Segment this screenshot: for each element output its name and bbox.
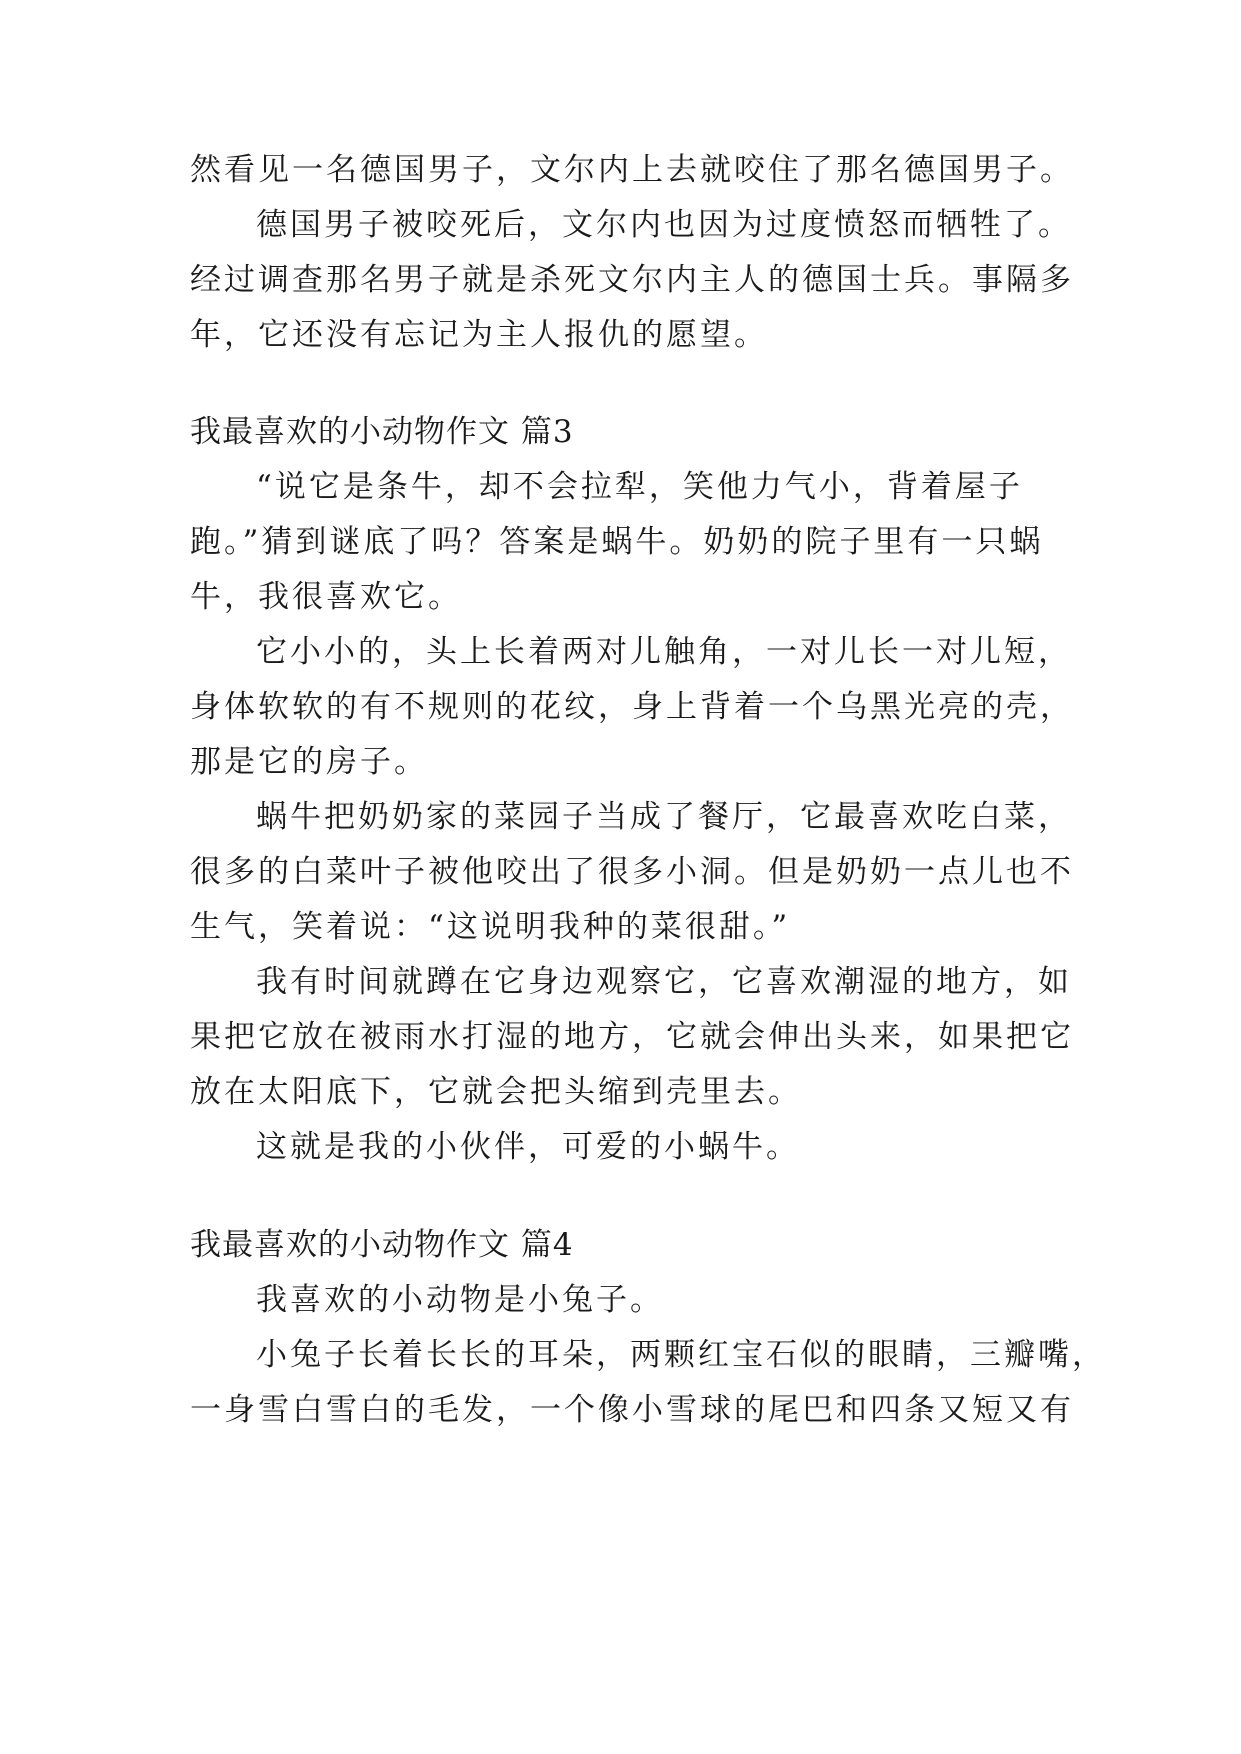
- section-heading: 我最喜欢的小动物作文 篇3: [190, 414, 574, 450]
- paragraph-line: 牛，我很喜欢它。: [190, 579, 462, 615]
- paragraph-line: 跑。”猜到谜底了吗？答案是蜗牛。奶奶的院子里有一只蜗: [190, 524, 1044, 560]
- paragraph-line: 一身雪白雪白的毛发，一个像小雪球的尾巴和四条又短又有: [190, 1392, 1074, 1428]
- paragraph-line: 我有时间就蹲在它身边观察它，它喜欢潮湿的地方，如: [256, 964, 1072, 1000]
- paragraph-line: 很多的白菜叶子被他咬出了很多小洞。但是奶奶一点儿也不: [190, 854, 1074, 890]
- paragraph-line: 这就是我的小伙伴，可爱的小蜗牛。: [256, 1129, 800, 1165]
- paragraph-line: 德国男子被咬死后，文尔内也因为过度愤怒而牺牲了。: [256, 207, 1072, 243]
- paragraph-line: 那是它的房子。: [190, 744, 428, 780]
- paragraph-line: “说它是条牛，却不会拉犁，笑他力气小，背着屋子: [256, 469, 1023, 505]
- document-page: [190, 0, 1106, 1754]
- paragraph-line: 身体软软的有不规则的花纹，身上背着一个乌黑光亮的壳，: [190, 689, 1074, 725]
- paragraph-line: 它小小的，头上长着两对儿触角，一对儿长一对儿短，: [256, 634, 1072, 670]
- paragraph-line: 放在太阳底下，它就会把头缩到壳里去。: [190, 1074, 802, 1110]
- paragraph-line: 经过调查那名男子就是杀死文尔内主人的德国士兵。事隔多: [190, 262, 1074, 298]
- paragraph-line: 果把它放在被雨水打湿的地方，它就会伸出头来，如果把它: [190, 1019, 1074, 1055]
- paragraph-continuation-line: 然看见一名德国男子，文尔内上去就咬住了那名德国男子。: [190, 152, 1074, 188]
- section-heading: 我最喜欢的小动物作文 篇4: [190, 1227, 574, 1263]
- paragraph-line: 生气，笑着说：“这说明我种的菜很甜。”: [190, 909, 791, 945]
- paragraph-line: 小兔子长着长长的耳朵，两颗红宝石似的眼睛，三瓣嘴，: [256, 1337, 1106, 1373]
- paragraph-line: 年，它还没有忘记为主人报仇的愿望。: [190, 317, 768, 353]
- paragraph-line: 蜗牛把奶奶家的菜园子当成了餐厅，它最喜欢吃白菜，: [256, 799, 1072, 835]
- paragraph-line: 我喜欢的小动物是小兔子。: [256, 1282, 664, 1318]
